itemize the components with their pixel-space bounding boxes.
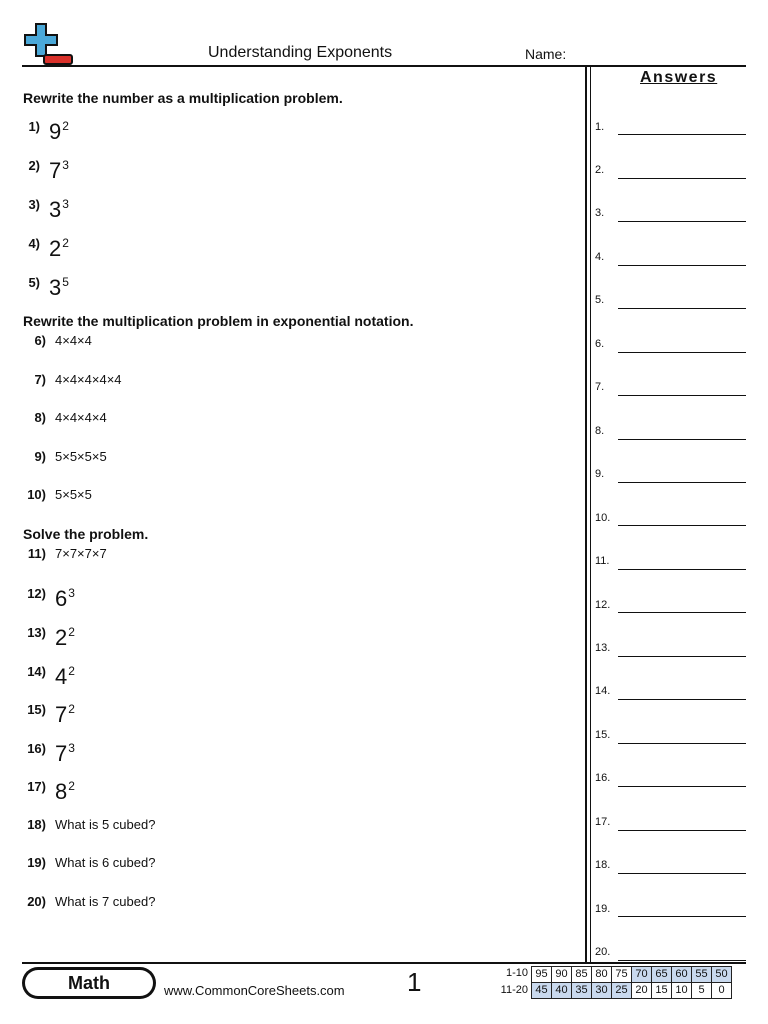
- answer-line[interactable]: [618, 743, 746, 744]
- score-table: [531, 966, 732, 999]
- question-expression: $2^2$: [55, 625, 75, 650]
- question-expression: $3^5$: [49, 275, 69, 300]
- score-cell: 15: [652, 983, 672, 999]
- answer-line[interactable]: [618, 960, 746, 961]
- answer-line[interactable]: [618, 786, 746, 787]
- score-row: [532, 983, 732, 999]
- question-number: 9): [34, 449, 46, 464]
- answer-number: 1.: [595, 121, 605, 133]
- answer-number: 18.: [595, 859, 611, 871]
- page-number: 1: [407, 967, 422, 997]
- answer-line[interactable]: [618, 525, 746, 526]
- question-text: 7×7×7×7: [55, 546, 107, 561]
- answer-line[interactable]: [618, 178, 746, 179]
- answer-number: 10.: [595, 512, 611, 524]
- question-number: 12): [27, 586, 46, 601]
- answer-number: 15.: [595, 729, 611, 741]
- plus-minus-logo-icon: [22, 22, 74, 68]
- column-divider-inner: [590, 66, 591, 962]
- question-expression: $9^2$: [49, 119, 69, 144]
- question-number: 1): [28, 119, 40, 134]
- score-cell: 30: [592, 983, 612, 999]
- answer-line[interactable]: [618, 830, 746, 831]
- question-number: 2): [28, 158, 40, 173]
- score-cell: 60: [672, 967, 692, 983]
- score-cell: 5: [692, 983, 712, 999]
- score-cell: 10: [672, 983, 692, 999]
- question-text: What is 7 cubed?: [55, 894, 156, 909]
- question-number: 11): [27, 546, 46, 561]
- answer-line[interactable]: [618, 873, 746, 874]
- answer-line[interactable]: [618, 482, 746, 483]
- question-expression: $7^3$: [49, 158, 69, 183]
- header-rule: [22, 65, 746, 67]
- score-cell: 90: [552, 967, 572, 983]
- score-cell: 85: [572, 967, 592, 983]
- score-cell: 80: [592, 967, 612, 983]
- answer-number: 6.: [595, 338, 605, 350]
- answer-line[interactable]: [618, 612, 746, 613]
- question-number: 15): [27, 702, 46, 717]
- answer-number: 17.: [595, 816, 611, 828]
- answer-line[interactable]: [618, 308, 746, 309]
- score-range-label: 11-20: [500, 984, 528, 996]
- question-number: 3): [28, 197, 40, 212]
- score-cell: 25: [612, 983, 632, 999]
- question-number: 19): [27, 855, 46, 870]
- question-number: 18): [27, 817, 46, 832]
- question-number: 6): [34, 333, 46, 348]
- question-expression: $3^3$: [49, 197, 69, 222]
- question-number: 17): [27, 779, 46, 794]
- worksheet-title: Understanding Exponents: [208, 44, 393, 61]
- question-number: 14): [27, 664, 46, 679]
- answer-number: 11.: [595, 555, 610, 567]
- answer-number: 20.: [595, 946, 611, 958]
- answer-number: 2.: [595, 164, 605, 176]
- answer-line[interactable]: [618, 352, 746, 353]
- column-divider: [585, 66, 587, 962]
- score-cell: 50: [712, 967, 732, 983]
- score-cell: 45: [532, 983, 552, 999]
- score-cell: 55: [692, 967, 712, 983]
- question-number: 20): [27, 894, 46, 909]
- question-text: 5×5×5×5: [55, 449, 107, 464]
- question-number: 13): [27, 625, 46, 640]
- footer-rule: [22, 962, 746, 964]
- section-title: Solve the problem.: [23, 526, 149, 542]
- score-cell: 70: [632, 967, 652, 983]
- answer-number: 5.: [595, 294, 605, 306]
- question-expression: $4^2$: [55, 664, 75, 689]
- answer-line[interactable]: [618, 221, 746, 222]
- answer-number: 12.: [595, 599, 611, 611]
- section-title: Rewrite the number as a multiplication problem.: [23, 90, 343, 106]
- score-row: [532, 967, 732, 983]
- answer-number: 7.: [595, 381, 605, 393]
- answer-line[interactable]: [618, 439, 746, 440]
- answer-line[interactable]: [618, 395, 746, 396]
- answer-number: 14.: [595, 685, 611, 697]
- answer-line[interactable]: [618, 916, 746, 917]
- question-expression: $8^2$: [55, 779, 75, 804]
- answer-number: 16.: [595, 772, 611, 784]
- answer-line[interactable]: [618, 699, 746, 700]
- question-number: 4): [28, 236, 40, 251]
- score-cell: 20: [632, 983, 652, 999]
- answer-line[interactable]: [618, 569, 746, 570]
- question-expression: $7^3$: [55, 741, 75, 766]
- question-text: 4×4×4: [55, 333, 92, 348]
- answer-number: 4.: [595, 251, 605, 263]
- question-number: 7): [34, 372, 46, 387]
- answer-number: 19.: [595, 903, 611, 915]
- subject-badge: Math: [25, 970, 153, 996]
- answer-number: 8.: [595, 425, 605, 437]
- score-range-label: 1-10: [505, 967, 528, 979]
- site-url: www.CommonCoreSheets.com: [164, 983, 345, 998]
- name-label: Name:: [525, 46, 567, 62]
- question-expression: $7^2$: [55, 702, 75, 727]
- question-text: What is 6 cubed?: [55, 855, 156, 870]
- question-number: 8): [34, 410, 46, 425]
- answer-number: 3.: [595, 207, 605, 219]
- question-number: 5): [28, 275, 40, 290]
- question-text: 4×4×4×4: [55, 410, 107, 425]
- score-cell: 65: [652, 967, 672, 983]
- score-cell: 95: [532, 967, 552, 983]
- score-cell: 0: [712, 983, 732, 999]
- question-expression: $6^3$: [55, 586, 75, 611]
- question-text: 5×5×5: [55, 487, 92, 502]
- question-expression: $2^2$: [49, 236, 69, 261]
- answer-line[interactable]: [618, 656, 746, 657]
- answer-number: 9.: [595, 468, 605, 480]
- answer-line[interactable]: [618, 265, 746, 266]
- question-number: 16): [27, 741, 46, 756]
- score-cell: 35: [572, 983, 592, 999]
- question-text: 4×4×4×4×4: [55, 372, 122, 387]
- question-number: 10): [27, 487, 46, 502]
- answer-number: 13.: [595, 642, 611, 654]
- question-text: What is 5 cubed?: [55, 817, 156, 832]
- score-cell: 75: [612, 967, 632, 983]
- score-cell: 40: [552, 983, 572, 999]
- section-title: Rewrite the multiplication problem in exponential notation.: [23, 313, 414, 329]
- answers-title: Answers: [640, 69, 718, 86]
- answer-line[interactable]: [618, 134, 746, 135]
